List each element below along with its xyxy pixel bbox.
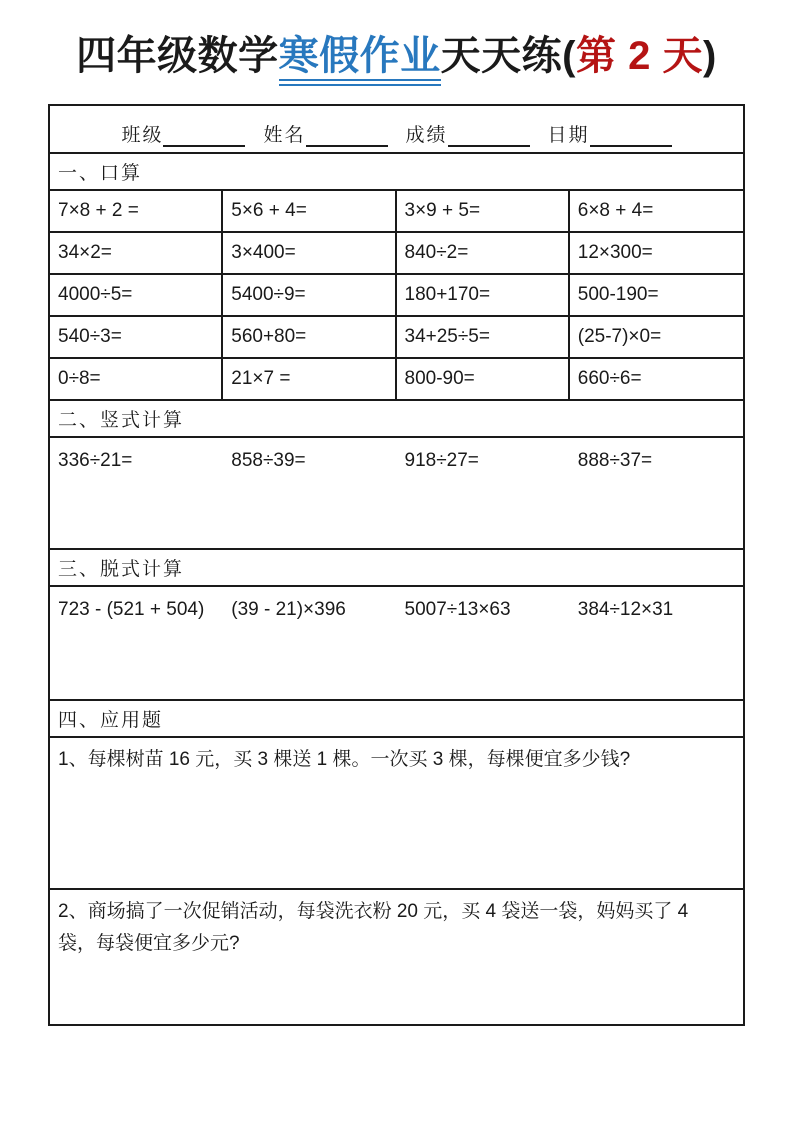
student-info-row — [50, 106, 743, 154]
oral-problem: 800-90= — [397, 359, 570, 401]
oral-problem: 34+25÷5= — [397, 317, 570, 359]
oral-problem: 0÷8= — [50, 359, 223, 401]
section-title-oral: 一、口算 — [50, 154, 743, 191]
oral-problem: 660÷6= — [570, 359, 743, 401]
vertical-problem: 858÷39= — [231, 450, 306, 471]
name-label: 姓名 — [263, 125, 306, 146]
oral-problem: 3×400= — [223, 233, 396, 275]
title-day-number: 第 2 天 — [576, 34, 703, 78]
page-title — [0, 30, 793, 82]
oral-problem: 3×9 + 5= — [397, 191, 570, 233]
class-field — [121, 120, 245, 147]
oral-problem: 34×2= — [50, 233, 223, 275]
score-label: 成绩 — [405, 125, 448, 146]
oral-problem: 12×300= — [570, 233, 743, 275]
word-problem-1: 1、每棵树苗 16 元，买 3 棵送 1 棵。一次买 3 棵，每棵便宜多少钱? — [50, 738, 743, 890]
worksheet-page — [0, 30, 793, 1026]
oral-problem: 5400÷9= — [223, 275, 396, 317]
vertical-problem: 336÷21= — [58, 450, 133, 471]
score-field — [406, 120, 530, 147]
oral-problem: 540÷3= — [50, 317, 223, 359]
oral-problem: 5×6 + 4= — [223, 191, 396, 233]
oral-problem: 560+80= — [223, 317, 396, 359]
oral-problem: 4000÷5= — [50, 275, 223, 317]
stepwise-problem: 384÷12×31 — [577, 599, 674, 620]
title-prefix: 四年级数学 — [76, 34, 279, 78]
oral-problem: 500-190= — [570, 275, 743, 317]
oral-problems-grid — [50, 191, 743, 401]
oral-problem: 180+170= — [397, 275, 570, 317]
score-blank-line — [448, 123, 530, 147]
vertical-problems-row — [50, 438, 743, 550]
class-label: 班级 — [121, 125, 164, 146]
vertical-problem: 918÷27= — [404, 450, 479, 471]
vertical-problem: 888÷37= — [577, 450, 653, 471]
section-title-stepwise: 三、脱式计算 — [50, 550, 743, 587]
name-field — [263, 120, 387, 147]
stepwise-problem: (39 - 21)×396 — [231, 599, 346, 620]
oral-problem: 840÷2= — [397, 233, 570, 275]
oral-problem: 21×7 = — [223, 359, 396, 401]
worksheet-table — [48, 104, 745, 1026]
title-suffix: ) — [702, 34, 717, 78]
stepwise-problem: 5007÷13×63 — [404, 599, 511, 620]
section-title-vertical: 二、竖式计算 — [50, 401, 743, 438]
stepwise-problem: 723 - (521 + 504) — [58, 599, 205, 620]
oral-problem: (25-7)×0= — [570, 317, 743, 359]
title-highlight: 寒假作业 — [279, 34, 441, 86]
section-title-word: 四、应用题 — [50, 701, 743, 738]
word-problem-2: 2、商场搞了一次促销活动，每袋洗衣粉 20 元，买 4 袋送一袋，妈妈买了 4 袋，每袋便宜多少元? — [58, 901, 689, 954]
name-blank-line — [306, 123, 388, 147]
date-blank-line — [590, 123, 672, 147]
stepwise-problems-row — [50, 587, 743, 701]
date-label: 日期 — [547, 125, 590, 146]
class-blank-line — [163, 123, 245, 147]
oral-problem: 7×8 + 2 = — [50, 191, 223, 233]
title-middle: 天天练( — [440, 34, 576, 78]
oral-problem: 6×8 + 4= — [570, 191, 743, 233]
date-field — [548, 120, 672, 147]
